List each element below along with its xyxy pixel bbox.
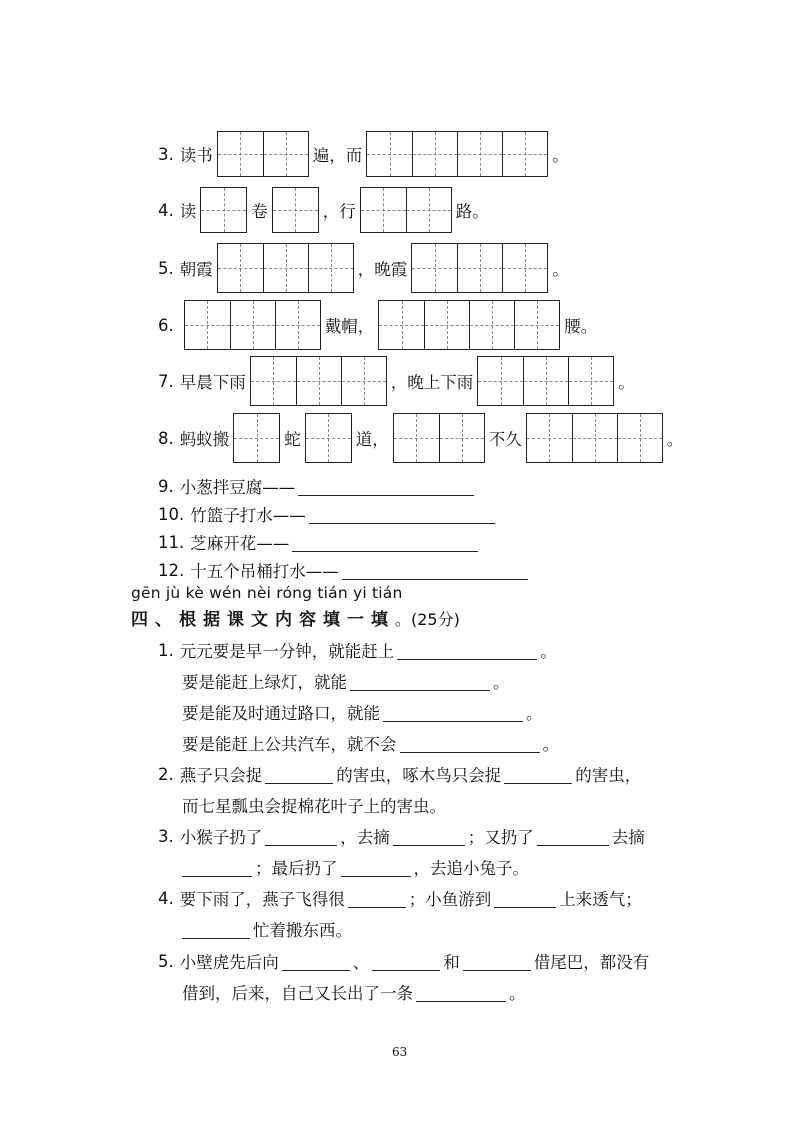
answer-grid[interactable] xyxy=(378,300,560,350)
item-number: 5. xyxy=(158,951,174,971)
item-number: 2. xyxy=(158,764,174,784)
item-text: 蚂蚁搬 xyxy=(179,430,230,449)
item-text: ，去追小兔子。 xyxy=(413,859,529,878)
answer-blank[interactable] xyxy=(298,477,474,496)
item-text: 。 xyxy=(493,673,510,692)
s4-line-3 xyxy=(182,700,543,724)
answer-blank[interactable] xyxy=(348,889,406,908)
answer-blank[interactable] xyxy=(504,765,572,784)
item-text: 道， xyxy=(355,430,389,449)
item-number: 5. xyxy=(158,258,174,278)
blank-item-9 xyxy=(158,474,477,498)
answer-grid[interactable] xyxy=(217,243,354,293)
item-number: 12. xyxy=(158,560,185,580)
item-text: 去摘 xyxy=(611,828,645,847)
item-number: 1. xyxy=(158,640,174,660)
answer-blank[interactable] xyxy=(350,672,490,691)
s4-line-12 xyxy=(182,980,526,1004)
answer-blank[interactable] xyxy=(400,734,540,753)
item-text: ，去摘 xyxy=(340,828,390,847)
answer-grid[interactable] xyxy=(200,187,247,233)
grid-item-8 xyxy=(158,413,683,463)
answer-blank[interactable] xyxy=(397,641,537,660)
item-number: 4. xyxy=(158,888,174,908)
answer-blank[interactable] xyxy=(182,858,252,877)
item-text: 忙着搬东西。 xyxy=(253,921,352,940)
s4-line-9 xyxy=(158,886,642,910)
item-text: 十五个吊桶打水—— xyxy=(190,562,339,581)
item-text: ；小鱼游到 xyxy=(408,890,492,909)
item-text: 的害虫，啄木鸟只会捉 xyxy=(336,766,502,785)
item-number: 3. xyxy=(158,826,174,846)
s4-line-1 xyxy=(158,638,557,662)
item-number: 11. xyxy=(158,532,185,552)
item-text: 腰。 xyxy=(564,317,598,336)
grid-item-6 xyxy=(158,300,597,350)
item-text: 。 xyxy=(509,984,526,1003)
answer-grid[interactable] xyxy=(526,413,663,463)
item-text: 读书 xyxy=(179,146,213,165)
grid-item-7 xyxy=(158,356,635,406)
answer-blank[interactable] xyxy=(265,827,337,846)
grid-item-5 xyxy=(158,243,569,293)
item-text: 要是能及时通过路口，就能 xyxy=(182,704,380,723)
s4-line-2 xyxy=(182,669,510,693)
answer-blank[interactable] xyxy=(342,561,528,580)
item-text: 卷 xyxy=(251,202,268,221)
item-text: 而七星瓢虫会捉棉花叶子上的害虫。 xyxy=(182,797,446,816)
answer-grid[interactable] xyxy=(305,413,352,463)
answer-grid[interactable] xyxy=(272,187,319,233)
item-text: 借到，后来，自己又长出了一条 xyxy=(182,984,413,1003)
answer-blank[interactable] xyxy=(182,920,250,939)
item-text: 朝霞 xyxy=(179,260,213,279)
answer-grid[interactable] xyxy=(217,131,309,177)
item-number: 3. xyxy=(158,144,174,164)
answer-grid[interactable] xyxy=(393,413,485,463)
answer-blank[interactable] xyxy=(265,765,333,784)
item-text: ，晚霞 xyxy=(357,260,408,279)
item-text: ，晚上下雨 xyxy=(390,373,474,392)
item-text: 。 xyxy=(666,430,684,449)
answer-blank[interactable] xyxy=(463,952,531,971)
item-text: ；最后扔了 xyxy=(255,859,338,878)
s4-line-8 xyxy=(182,855,529,879)
answer-grid[interactable] xyxy=(360,187,452,233)
item-number: 10. xyxy=(158,504,185,524)
item-text: 。 xyxy=(540,642,557,661)
item-text: 。 xyxy=(552,146,569,165)
answer-blank[interactable] xyxy=(537,827,609,846)
item-text: 。 xyxy=(542,735,559,754)
blank-item-11 xyxy=(158,530,481,554)
item-number: 8. xyxy=(158,428,174,448)
item-number: 7. xyxy=(158,371,174,391)
item-text: 小猴子扔了 xyxy=(179,828,263,847)
item-number: 4. xyxy=(158,200,174,220)
page-number: 63 xyxy=(392,1045,408,1059)
item-text: 燕子只会捉 xyxy=(179,766,263,785)
section-points: 。(25分) xyxy=(395,610,460,629)
item-text: 借尾巴，都没有 xyxy=(533,953,650,972)
item-text: ；又扔了 xyxy=(467,828,534,847)
item-text: ，行 xyxy=(322,202,356,221)
answer-blank[interactable] xyxy=(309,505,495,524)
answer-grid[interactable] xyxy=(233,413,280,463)
item-text: 要是能赶上绿灯，就能 xyxy=(182,673,347,692)
answer-blank[interactable] xyxy=(494,889,556,908)
item-text: 遍，而 xyxy=(312,146,363,165)
item-text: 和 xyxy=(443,953,460,972)
blank-item-12 xyxy=(158,558,531,582)
item-text: 戴帽， xyxy=(324,317,375,336)
item-text: 。 xyxy=(552,260,569,279)
item-text: 小葱拌豆腐—— xyxy=(179,478,296,497)
item-text: 元元要是早一分钟，就能赶上 xyxy=(179,642,395,661)
answer-grid[interactable] xyxy=(366,131,548,177)
section-heading xyxy=(131,605,460,630)
item-text: 竹篮子打水—— xyxy=(190,506,306,525)
section-title: 四、根据课文内容填一填 xyxy=(131,610,395,630)
answer-blank[interactable] xyxy=(393,827,465,846)
answer-blank[interactable] xyxy=(292,533,478,552)
section-pinyin: gēn jù kè wén nèi róng tián yi tián xyxy=(131,584,403,602)
answer-blank[interactable] xyxy=(372,952,440,971)
answer-grid[interactable] xyxy=(411,243,548,293)
grid-item-4 xyxy=(158,187,489,233)
answer-grid[interactable] xyxy=(477,356,614,406)
item-text: 。 xyxy=(618,373,635,392)
answer-blank[interactable] xyxy=(383,703,523,722)
item-text: 上来透气； xyxy=(559,890,642,909)
s4-line-6 xyxy=(182,793,446,817)
blank-item-10 xyxy=(158,502,498,526)
s4-line-4 xyxy=(182,731,559,755)
item-number: 6. xyxy=(158,315,174,335)
s4-line-10 xyxy=(182,917,352,941)
s4-line-7 xyxy=(158,824,645,848)
item-text: 、 xyxy=(352,953,370,972)
item-text: 读 xyxy=(179,202,197,221)
item-text: 。 xyxy=(526,704,543,723)
answer-blank[interactable] xyxy=(416,983,506,1002)
item-text: 的害虫， xyxy=(575,766,642,785)
answer-blank[interactable] xyxy=(282,952,350,971)
item-number: 9. xyxy=(158,476,174,496)
item-text: 小壁虎先后向 xyxy=(179,953,279,972)
answer-grid[interactable] xyxy=(250,356,387,406)
item-text: 早晨下雨 xyxy=(179,373,246,392)
item-text: 要下雨了，燕子飞得很 xyxy=(179,890,345,909)
grid-item-3 xyxy=(158,131,569,177)
item-text: 路。 xyxy=(455,202,489,221)
item-text: 蛇 xyxy=(284,430,301,449)
s4-line-11 xyxy=(158,949,649,973)
answer-blank[interactable] xyxy=(341,858,411,877)
s4-line-5 xyxy=(158,762,641,786)
item-text: 芝麻开花—— xyxy=(190,534,290,553)
item-text: 要是能赶上公共汽车，就不会 xyxy=(182,735,397,754)
item-text: 不久 xyxy=(488,430,522,449)
answer-grid[interactable] xyxy=(184,300,321,350)
